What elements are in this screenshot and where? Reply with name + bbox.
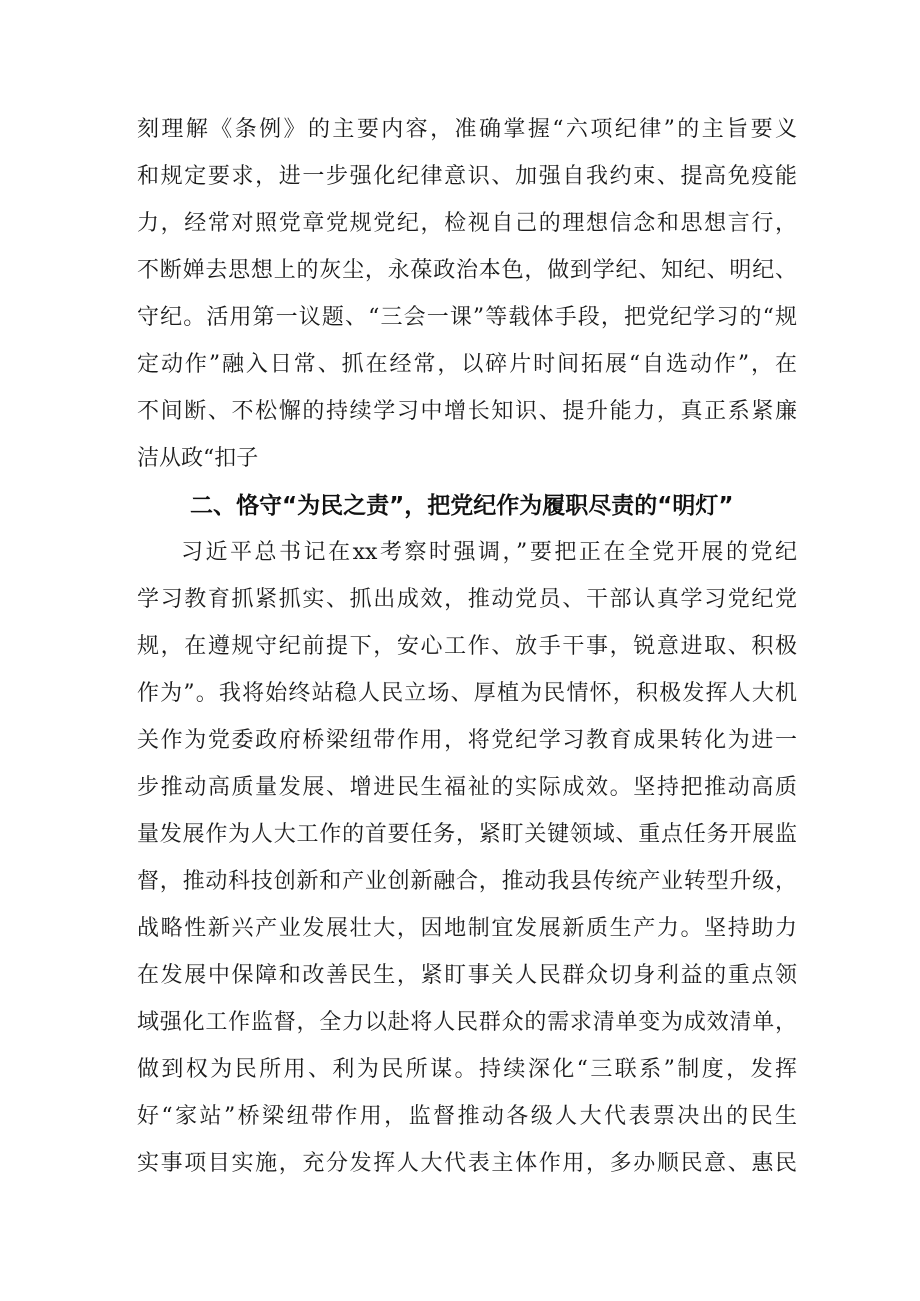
paragraph-line: 定动作”融入日常、抓在经常，以碎片时间拓展“自选动作”，在: [137, 352, 797, 377]
paragraph-line: 督，推动科技创新和产业创新融合，推动我县传统产业转型升级，: [137, 869, 797, 894]
paragraph-line: 步推动高质量发展、增进民生福祉的实际成效。坚持把推动高质: [137, 775, 797, 800]
paragraph-line: 习近平总书记在xx考察时强调，”要把正在全党开展的党纪: [181, 540, 797, 565]
paragraph-line: 在发展中保障和改善民生，紧盯事关人民群众切身利益的重点领: [137, 963, 797, 988]
paragraph-line: 洁从政“扣子: [137, 446, 259, 471]
paragraph-line: 不断婵去思想上的灰尘，永葆政治本色，做到学纪、知纪、明纪、: [137, 258, 797, 283]
paragraph-line: 力，经常对照党章党规党纪，检视自己的理想信念和思想言行，: [137, 211, 797, 236]
paragraph-line: 量发展作为人大工作的首要任务，紧盯关键领域、重点任务开展监: [137, 822, 797, 847]
paragraph-line: 学习教育抓紧抓实、抓出成效，推动党员、干部认真学习党纪党: [137, 587, 797, 612]
paragraph-line: 刻理解《条例》的主要内容，准确掌握“六项纪律”的主旨要义: [137, 117, 797, 142]
paragraph-line: 不间断、不松懈的持续学习中增长知识、提升能力，真正系紧廉: [137, 399, 797, 424]
paragraph-line: 实事项目实施，充分发挥人大代表主体作用，多办顺民意、惠民: [137, 1151, 797, 1176]
paragraph-line: 做到权为民所用、利为民所谋。持续深化“三联系”制度，发挥: [137, 1057, 797, 1082]
paragraph-line: 作为”。我将始终站稳人民立场、厚植为民情怀，积极发挥人大机: [137, 681, 797, 706]
paragraph-line: 域强化工作监督，全力以赴将人民群众的需求清单变为成效清单，: [137, 1010, 797, 1035]
paragraph-line: 守纪。活用第一议题、“三会一课”等载体手段，把党纪学习的“规: [137, 305, 797, 330]
section-heading: 二、恪守“为民之责”，把党纪作为履职尽责的“明灯”: [190, 493, 734, 519]
paragraph-line: 好“家站”桥梁纽带作用，监督推动各级人大代表票决出的民生: [137, 1104, 797, 1129]
paragraph-line: 战略性新兴产业发展壮大，因地制宜发展新质生产力。坚持助力: [137, 916, 797, 941]
paragraph-line: 和规定要求，进一步强化纪律意识、加强自我约束、提高免疫能: [137, 164, 797, 189]
paragraph-line: 规，在遵规守纪前提下，安心工作、放手干事，锐意进取、积极: [137, 634, 797, 659]
paragraph-line: 关作为党委政府桥梁纽带作用，将党纪学习教育成果转化为进一: [137, 728, 797, 753]
